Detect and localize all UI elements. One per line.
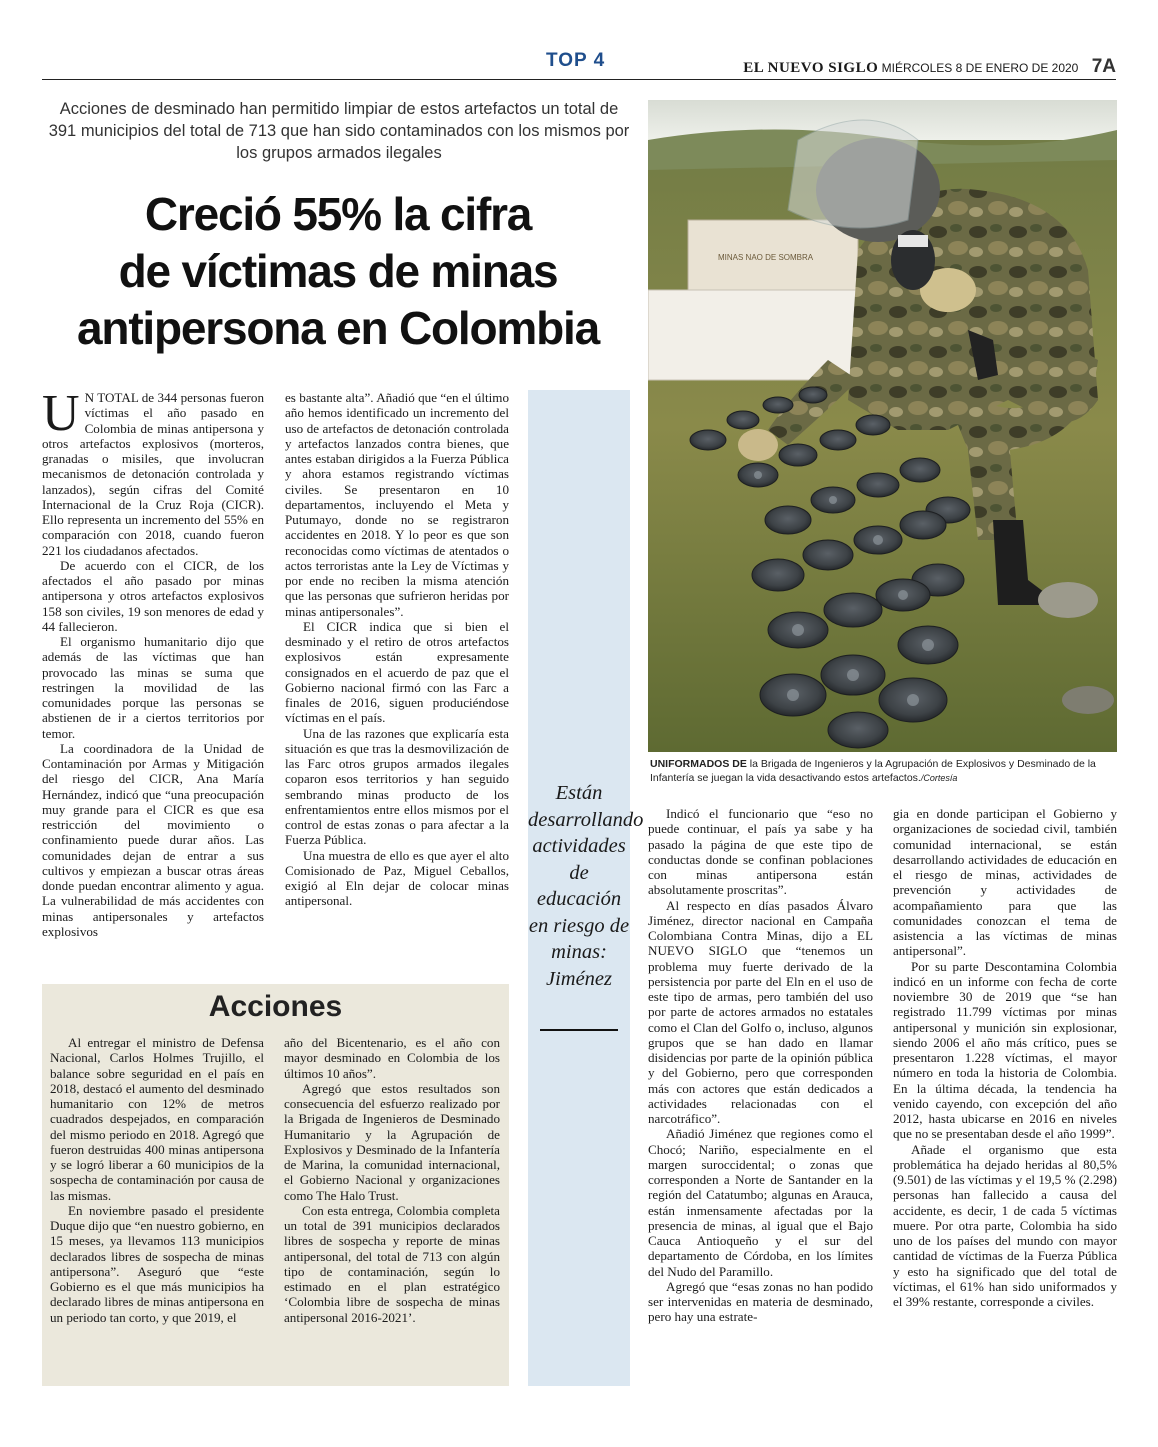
paragraph: Agregó que “esas zonas no han podido ser intervenidas en materia de desminado, pero hay una estrate- xyxy=(648,1278,873,1325)
paragraph: El CICR indica que si bien el desminado y el retiro de otros artefactos explosivos están expresamente consignados en el acuerdo de paz que el Gobierno nacional firmó con las Farc a finales de 2016, siguen produciéndose víctimas en el país. xyxy=(285,618,509,726)
photo-illustration xyxy=(648,100,1117,752)
article-column-4 xyxy=(893,806,1117,1309)
paragraph: En noviembre pasado el presidente Duque dijo que “en nuestro gobierno, en 15 meses, ya llevamos 113 municipios declarados libres de sospecha de minas antipersona”. Aseguró que “este Gobierno es el que más municipios ha declarado libres de minas antipersona en un periodo tan corto, y que 2019, el xyxy=(50,1202,264,1325)
paragraph: Una muestra de ello es que ayer el alto Comisionado de Paz, Miguel Ceballos, exigió al Eln dejar de colocar minas antipersonal. xyxy=(285,847,509,909)
paragraph: El organismo humanitario dijo que además de las víctimas que han provocado las minas se suma que restringen la movilidad de las comunidades porque las personas se abstienen de ir a ciertos territorios por temor. xyxy=(42,634,264,741)
pullquote-rule xyxy=(540,1029,618,1031)
acciones-title: Acciones xyxy=(208,990,343,1023)
headline-line: antipersona en Colombia xyxy=(77,302,599,354)
paragraph: Añade el organismo que esta problemática ha dejado heridas al 80,5% (9.501) de las víctimas y el 19,5 % (2.298) personas han fallecido a causa del accidente, es decir, 1 de cada 5 víctimas muere. Por otra parte, Colombia ha sido uno de los países del mundo con mayor cantidad de víctimas de la Fuerza Pública y esto ha significado que del total de víctimas, el 61% han sido uniformados y el 39% restante, corresponde a civiles. xyxy=(893,1141,1117,1309)
headline xyxy=(40,186,636,357)
dropcap: U xyxy=(42,385,80,442)
paragraph: Una de las razones que explicaría esta situación es que tras la desmovilización de las Farc otros grupos armados ilegales coparon esos territorios y han seguido sembrando minas producto de los enfrentamientos entre ellos mismos por el control de estas zonas o para afectar a la Fuerza Pública. xyxy=(285,725,509,848)
paragraph: gia en donde participan el Gobierno y organizaciones de sociedad civil, también comunidad internacional, se están desarrollando actividades de educación en el riesgo de minas, actividades de prevención y actividades de acompañamiento para que las comunidades conozcan el tema de asistencia a las víctimas de minas antipersonal”. xyxy=(893,806,1117,959)
section-label: TOP 4 xyxy=(546,50,606,71)
paragraph: Añadió Jiménez que regiones como el Chocó; Nariño, especialmente en el margen suroccidental; o zonas que corresponden a Norte de Santander en la región del Catatumbo; algunas en Arauca, están inmensamente afectadas por la presencia de minas, al igual que el Bajo Cauca Antioqueño y el sur del departamento de Córdoba, en los límites del Nudo del Paramillo. xyxy=(648,1126,873,1279)
masthead xyxy=(743,56,1116,78)
acciones-column-1 xyxy=(50,1035,264,1325)
page-number: 7A xyxy=(1091,56,1116,77)
paragraph: U N TOTAL de 344 personas fueron víctimas el año pasado en Colombia de minas antipersona y otros artefactos explosivos (morteros, granadas o misiles, que involucran mecanismos de detonación controlada y lanzados), según cifras del Comité Internacional de la Cruz Roja (CICR). Ello representa un incremento del 55% en comparación con 2018, cuando fueron 221 los ciudadanos afectados. xyxy=(42,385,264,558)
paragraph: Con esta entrega, Colombia completa un total de 391 municipios declarados libres de sospecha y reporte de minas antipersonal, del total de 713 con algún tipo de contaminación, según lo estimado en el plan estratégico ‘Colombia libre de sospecha de minas antipersonal 2016-2021’. xyxy=(284,1202,500,1325)
newspaper-brand: EL NUEVO SIGLO xyxy=(743,60,879,76)
issue-date: MIÉRCOLES 8 DE ENERO DE 2020 xyxy=(881,61,1079,75)
paragraph: Indicó el funcionario que “eso no puede continuar, el país ya sabe y ha pasado la página de que este tipo de conductas donde se confinan poblaciones con minas antipersona están absolutamente proscritas”. xyxy=(648,806,873,898)
paragraph: Al respecto en días pasados Álvaro Jiménez, director nacional en Campaña Colombiana Contra Minas, dijo a EL NUEVO SIGLO que “tenemos un problema muy fuerte derivado de la persistencia por parte del Eln en el uso de este tipo de armas, pero también del uso por parte de actores armados no estatales como el Clan del Golfo o, incluso, algunos grupos que se han dado en llamar disidencias por parte de la opinión pública y del Gobierno, pero que corresponden más con actores que están dedicados a actividades relacionadas con el narcotráfico”. xyxy=(648,897,873,1126)
paragraph: Por su parte Descontamina Colombia indicó en un informe con fecha de corte noviembre 30 de 2019 que “se han registrado 11.799 víctimas por minas antipersonal y munición sin explosionar, siendo 2006 el año más crítico, pues se presentaron 1.228 víctimas, el mayor número en toda la historia de Colombia. En la última década, la tendencia ha venido cayendo, con excepción del año 2012, hasta ubicarse en 2016 en niveles que no se presentaban desde el año 1999”. xyxy=(893,958,1117,1142)
paragraph: Al entregar el ministro de Defensa Nacional, Carlos Holmes Trujillo, el balance sobre seguridad en el país en 2018, destacó el aumento del desminado humanitario con 12% de metros cuadrados despejados, en comparación del mismo periodo en 2018. Agregó que fueron destruidas 400 minas antipersona y se logró liberar a 60 municipios de la sospecha de contaminación por causa de las mismas. xyxy=(50,1035,264,1203)
header-rule xyxy=(42,79,1116,80)
paragraph: La coordinadora de la Unidad de Contaminación por Armas y Mitigación del riesgo del CICR, Ana María Hernández, indicó que “una preocupación muy grande para el CICR es que esa restricción del movimiento o confinamiento puede durar años. Las comunidades dejan de entrar a sus cultivos y empiezan a buscar otras áreas donde puedan encontrar alimento y agua. La vulnerabilidad de más accidentes con minas antipersonales y artefactos explosivos xyxy=(42,740,264,939)
headline-line: Creció 55% la cifra xyxy=(144,188,532,240)
headline-line: de víctimas de minas xyxy=(118,245,558,297)
caption-text: la Brigada de Ingenieros y la Agrupación de Explosivos y Desminado de la Infantería se juegan la vida desactivando estos artefactos. xyxy=(650,758,1096,784)
paragraph: año del Bicentenario, es el año con mayor desminado en Colombia de los últimos 10 años”. xyxy=(284,1035,500,1081)
paragraph: De acuerdo con el CICR, de los afectados el año pasado por minas antipersona y otros artefactos explosivos 158 son civiles, 19 son menores de edad y 44 fallecieron. xyxy=(42,557,264,634)
photo-credit: /Cortesía xyxy=(920,773,958,783)
paragraph: Agregó que estos resultados son consecuencia del esfuerzo realizado por la Brigada de Ingenieros de Desminado Humanitario y la Agrupación de Explosivos y Desminado de la Infantería de Marina, la comunidad internacional, el Gobierno Nacional y organizaciones como The Halo Trust. xyxy=(284,1080,500,1203)
pullquote: Están desarrollando actividades de educación en riesgo de minas: Jiménez xyxy=(528,782,644,990)
article-column-2 xyxy=(285,390,509,909)
paragraph: es bastante alta”. Añadió que “en el último año hemos identificado un incremento del uso de artefactos de detonación controlada y artefactos lanzados contra bienes, que antes estaban dirigidos a la Fuerza Pública y ahora estamos registrando víctimas civiles. Se presentaron en 10 departamentos, incluyendo el Meta y Putumayo, donde no se registraron accidentes en 2018. Y lo peor es que son reconocidas como víctimas de atentados o actos terroristas ante la Ley de Víctimas y por ende no reciben la misma atención que las personas que sufrieron heridas por minas antipersonales”. xyxy=(285,390,509,619)
photo-soldier-demining xyxy=(648,100,1117,752)
article-column-3 xyxy=(648,806,873,1325)
photo-box-label: MINAS NAO DE SOMBRA xyxy=(718,253,814,262)
kicker: Acciones de desminado han permitido limpiar de estos artefactos un total de 391 municipios del total de 713 que han sido contaminados con los mismos por los grupos armados ilegales xyxy=(48,100,630,162)
photo-caption xyxy=(650,757,1115,785)
article-column-1 xyxy=(42,385,264,939)
acciones-column-2 xyxy=(284,1035,500,1325)
caption-lead: UNIFORMADOS DE xyxy=(650,758,747,770)
